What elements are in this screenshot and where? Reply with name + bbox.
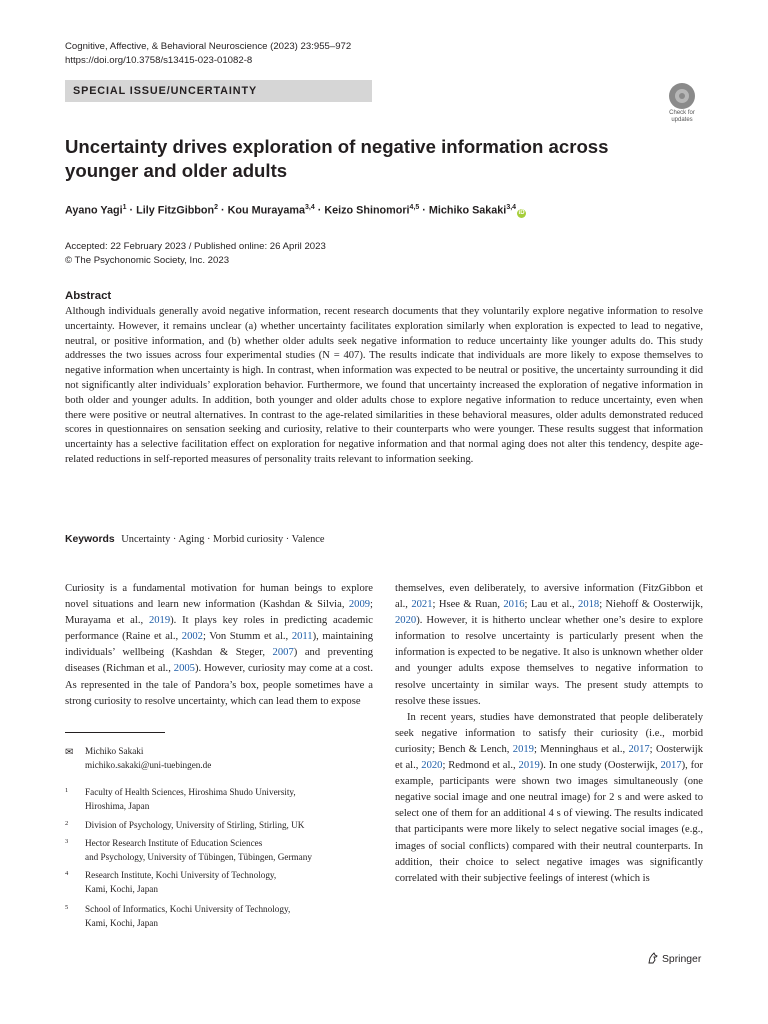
affiliation-number: 4 bbox=[65, 870, 69, 877]
doi-link[interactable]: https://doi.org/10.3758/s13415-023-01082-8 bbox=[65, 55, 253, 66]
footnote-divider bbox=[65, 732, 165, 733]
affiliation-text: Hector Research Institute of Education Sciences and Psychology, University of Tübingen, Tübingen, Germany bbox=[85, 838, 312, 862]
publisher-name: Springer bbox=[662, 954, 702, 965]
copyright-notice: © The Psychonomic Society, Inc. 2023 bbox=[65, 255, 230, 266]
affiliation-text: Faculty of Health Sciences, Hiroshima Shudo University, Hiroshima, Japan bbox=[85, 787, 296, 811]
keywords-list: Uncertainty · Aging · Morbid curiosity · Valence bbox=[121, 534, 325, 545]
citation-link[interactable]: 2009 bbox=[348, 599, 371, 611]
citation-link[interactable]: 2020 bbox=[421, 760, 443, 772]
author-affiliation: 1 bbox=[122, 204, 127, 211]
article-title: Uncertainty drives exploration of negative information across younger and older adults bbox=[65, 136, 609, 181]
abstract-heading: Abstract bbox=[65, 290, 112, 302]
abstract-text: Although individuals generally avoid negative information, recent research documents that they voluntarily explore negative information to resolve uncertainty. However, it remains unclear (a) whether uncertainty facilitates exploration similarly when exploration is expected to lead to negative, neutral, or positive information, and (b) whether older adults seek negative information to reduce uncertainty like younger adults do. This study addresses the two issues across four experimental studies (N = 407). The results indicate that individuals are more likely to expose themselves to negative information when uncertainty is high. In contrast, when information was expected to be neutral or positive, the uncertainty surrounding it did not significantly alter individuals’ exploration behavior. Furthermore, we found that uncertainty increased the exploration of negative information in both older and younger adults. In addition, both younger and older adults chose to explore negative information to reduce uncertainty, even when there were positive or neutral alternatives. In contrast to the age-related similarities in these behavioral measures, older adults demonstrated reduced scores in questionnaires on sensation seeking and curiosity, relative to their counterparts who were younger. These results suggest that information uncertainty has a selective facilitation effect on exploration for negative information and that normal aging does not alter this tendency, despite age-related reductions in self-reported measures of personality traits relevant to information seeking. bbox=[65, 306, 703, 465]
author-name[interactable]: Keizo Shinomori bbox=[324, 204, 410, 217]
citation-link[interactable]: 2017 bbox=[660, 760, 682, 772]
affiliation-text: Division of Psychology, University of Stirling, Stirling, UK bbox=[85, 820, 305, 830]
citation-link[interactable]: 2019 bbox=[148, 615, 171, 627]
body-paragraph: themselves, even deliberately, to aversive information (FitzGibbon et al., 2021; Hsee & Ruan, 2016; Lau et al., 2018; Niehoff & Oosterwijk, 2020). However, it is hitherto unclear whether one’s desire to explore information to resolve uncertainty is particularly present when the information is expected to be negative. It also is unknown whether older and younger adults expose themselves to negative information to resolve uncertainty in similar ways. The present study attempts to resolve these issues. bbox=[395, 583, 703, 707]
affiliation-number: 1 bbox=[65, 787, 69, 794]
corresponding-author-name: Michiko Sakaki bbox=[85, 746, 144, 756]
envelope-icon: ✉ bbox=[65, 747, 74, 758]
citation-link[interactable]: 2016 bbox=[503, 599, 525, 611]
author-name[interactable]: Ayano Yagi bbox=[65, 204, 123, 217]
body-paragraph: In recent years, studies have demonstrated that people deliberately seek negative information to satisfy their curiosity (i.e., morbid curiosity; Bench & Lench, 2019; Menninghaus et al., 2017; Oosterwijk et al., 2020; Redmond et al., 2019). In one study (Oosterwijk, 2017), for example, participants were shown two images simultaneously (one negative social image and one neutral image) for 2 s and were asked to select one of them for an additional 4 s of viewing. The results indicated that participants were more likely to select negative social images (e.g., images of social conflicts) compared with their neutral counterparts. In addition, their choice to select negative images was significantly correlated with their subjective feelings of interest (which is bbox=[395, 711, 704, 884]
citation-link[interactable]: 2020 bbox=[395, 615, 417, 627]
journal-citation: Cognitive, Affective, & Behavioral Neuroscience (2023) 23:955–972 bbox=[65, 41, 352, 52]
publisher-logo bbox=[647, 952, 701, 965]
citation-link[interactable]: 2002 bbox=[181, 631, 203, 643]
publication-dates bbox=[65, 240, 326, 268]
citation-link[interactable]: 2007 bbox=[272, 647, 294, 659]
citation-link[interactable]: 2019 bbox=[518, 760, 540, 772]
body-column-left bbox=[65, 581, 373, 710]
springer-horse-icon bbox=[647, 952, 659, 964]
corresponding-author-email[interactable]: michiko.sakaki@uni-tuebingen.de bbox=[85, 760, 212, 770]
affiliation-text: School of Informatics, Kochi University of Technology, Kami, Kochi, Japan bbox=[85, 904, 291, 928]
check-for-updates-badge[interactable] bbox=[663, 83, 701, 123]
author-name[interactable]: Kou Murayama bbox=[227, 204, 306, 217]
citation-link[interactable]: 2018 bbox=[578, 599, 600, 611]
citation-link[interactable]: 2017 bbox=[628, 743, 650, 755]
special-issue-banner: SPECIAL ISSUE/UNCERTAINTY bbox=[65, 80, 372, 102]
keywords-heading: Keywords bbox=[65, 534, 115, 545]
author-affiliation: 2 bbox=[214, 204, 218, 211]
journal-header bbox=[65, 40, 351, 68]
keywords bbox=[65, 534, 325, 545]
author-affiliation: 4,5 bbox=[409, 204, 420, 211]
accepted-published-dates: Accepted: 22 February 2023 / Published online: 26 April 2023 bbox=[65, 241, 326, 252]
author-affiliation: 3,4 bbox=[506, 204, 517, 211]
body-column-right bbox=[395, 581, 703, 887]
citation-link[interactable]: 2011 bbox=[291, 631, 313, 643]
author-list: Ayano Yagi$^1$ · Lily FitzGibbon$^2$ · Kou Murayama$^{3,4}$ · Keizo Shinomori$^{4,5}$ · Michiko Sakaki$^{3,4}$iD bbox=[65, 204, 525, 217]
affiliation-number: 5 bbox=[65, 904, 69, 911]
author-name[interactable]: Lily FitzGibbon bbox=[136, 204, 215, 217]
author-affiliation: 3,4 bbox=[305, 204, 315, 211]
orcid-icon[interactable]: iD bbox=[518, 209, 525, 216]
author-name[interactable]: Michiko Sakaki bbox=[428, 204, 507, 217]
citation-link[interactable]: 2019 bbox=[512, 743, 534, 755]
citation-link[interactable]: 2021 bbox=[411, 599, 433, 611]
check-for-updates-icon bbox=[669, 83, 695, 109]
affiliation-text: Research Institute, Kochi University of Technology, Kami, Kochi, Japan bbox=[85, 870, 277, 894]
citation-link[interactable]: 2005 bbox=[173, 663, 195, 675]
affiliation-number: 2 bbox=[65, 820, 69, 827]
affiliation-number: 3 bbox=[65, 838, 69, 845]
check-for-updates-label: Check for updates bbox=[669, 110, 695, 123]
body-paragraph: Curiosity is a fundamental motivation for human beings to explore novel situations and learn new information (Kashdan & Silvia, 2009; Murayama et al., 2019). It plays key roles in predicting academic performance (Raine et al., 2002; Von Stumm et al., 2011), maintaining individuals’ wellbeing (Kashdan & Steger, 2007) and preventing diseases (Richman et al., 2005). However, curiosity may come at a cost. As represented in the tale of Pandora’s box, people sometimes have a strong curiosity to resolve uncertainty, which can lead them to expose bbox=[65, 583, 373, 707]
